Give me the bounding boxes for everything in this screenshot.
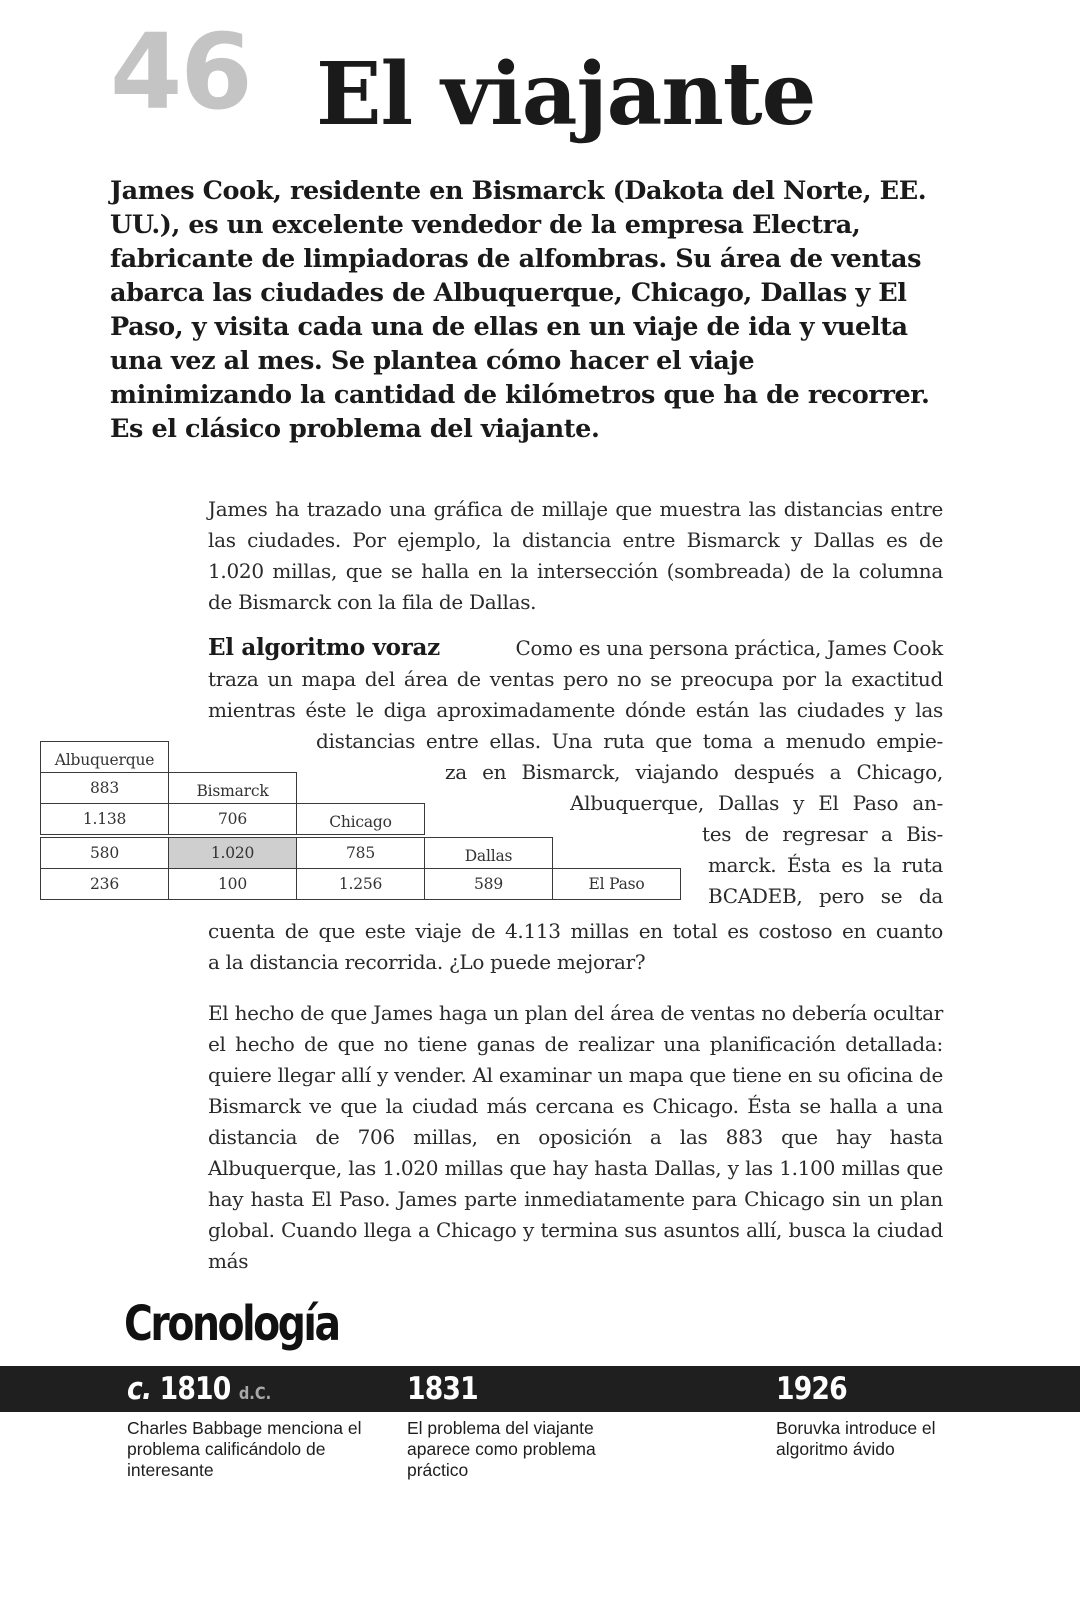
table-cell: 1.138 (40, 803, 169, 835)
circa-label: c. (127, 1371, 152, 1407)
chronology-title: Cronología (124, 1296, 339, 1352)
timeline-year-1810 (127, 1371, 271, 1412)
table-cell-highlighted: 1.020 (168, 837, 297, 869)
body-line: za en Bismarck, viajando después a Chicago, (445, 760, 943, 784)
table-cell: 785 (296, 837, 425, 869)
table-cell: 883 (40, 772, 169, 804)
timeline-desc-1810: Charles Babbage menciona el problema calificándolo de interesante (127, 1418, 362, 1480)
table-city-bismarck: Bismarck (168, 772, 297, 804)
body-line: BCADEB, pero se da (708, 884, 943, 908)
timeline-year-1831 (407, 1371, 478, 1407)
table-city-albuquerque: Albuquerque (40, 741, 169, 773)
timeline-desc-1926: Boruvka introduce el algoritmo ávido (776, 1418, 936, 1459)
era-label: d.C. (238, 1384, 272, 1404)
body-line: marck. Ésta es la ruta (708, 853, 943, 877)
body-line: cuenta de que este viaje de 4.113 millas en total es costoso en cuanto (208, 919, 943, 943)
year-label: 1926 (776, 1371, 847, 1407)
body-line: tes de regresar a Bis- (702, 822, 943, 846)
body-line: Albuquerque, Dallas y El Paso an- (570, 791, 943, 815)
page-title: El viajante (316, 44, 816, 145)
table-cell: 100 (168, 868, 297, 900)
section-heading-label: El algoritmo voraz (208, 634, 440, 661)
body-line: distancias entre ellas. Una ruta que toma a menudo empie- (316, 729, 943, 753)
chapter-number: 46 (110, 11, 251, 133)
table-city-el-paso: El Paso (552, 868, 681, 900)
table-cell: 589 (424, 868, 553, 900)
year-label: 1810 (159, 1371, 231, 1407)
intro-paragraph: James Cook, residente en Bismarck (Dakota del Norte, EE. UU.), es un excelente vendedor de la empresa Electra, fabricante de limpiadoras de alfombras. Su área de ventas abarca las ciudades de Albuquerque, Chicago, Dallas y El Paso, y visita cada una de ellas en un viaje de ida y vuelta una vez al mes. Se plantea cómo hacer el viaje minimizando la cantidad de kilómetros que ha de recorrer. Es el clásico problema del viajante. (110, 176, 930, 444)
table-cell: 236 (40, 868, 169, 900)
body-line: Como es una persona práctica, James Cook (515, 636, 943, 660)
table-city-dallas: Dallas (424, 837, 553, 869)
body-paragraph-3: El hecho de que James haga un plan del área de ventas no debería ocultar el hecho de que no tiene ganas de realizar una planificación detallada: quiere llegar allí y vender. Al examinar un mapa que tiene en su oficina de Bismarck ve que la ciudad más cercana es Chicago. Ésta se halla a una distancia de 706 millas, en oposición a las 883 que hay hasta Albuquerque, las 1.020 millas que hay hasta Dallas, y las 1.100 millas que hay hasta El Paso. James parte inmediatamente para Chicago sin un plan global. Cuando llega a Chicago y termina sus asuntos allí, busca la ciudad más (208, 1001, 943, 1273)
timeline-desc-1831: El problema del viajante aparece como problema práctico (407, 1418, 596, 1480)
table-city-chicago: Chicago (296, 803, 425, 835)
table-cell: 1.256 (296, 868, 425, 900)
table-cell: 706 (168, 803, 297, 835)
body-line: mientras éste le diga aproximadamente dónde están las ciudades y las (208, 698, 943, 722)
year-label: 1831 (407, 1371, 478, 1407)
body-line: traza un mapa del área de ventas pero no se preocupa por la exactitud (208, 667, 943, 691)
body-paragraph-1: James ha trazado una gráfica de millaje que muestra las distancias entre las ciudades. Por ejemplo, la distancia entre Bismarck y Dallas es de 1.020 millas, que se halla en la intersección (sombreada) de la columna de Bismarck con la fila de Dallas. (208, 497, 943, 614)
section-heading (208, 634, 440, 661)
table-cell: 580 (40, 837, 169, 869)
body-line: a la distancia recorrida. ¿Lo puede mejorar? (208, 950, 646, 974)
timeline-year-1926 (776, 1371, 847, 1407)
